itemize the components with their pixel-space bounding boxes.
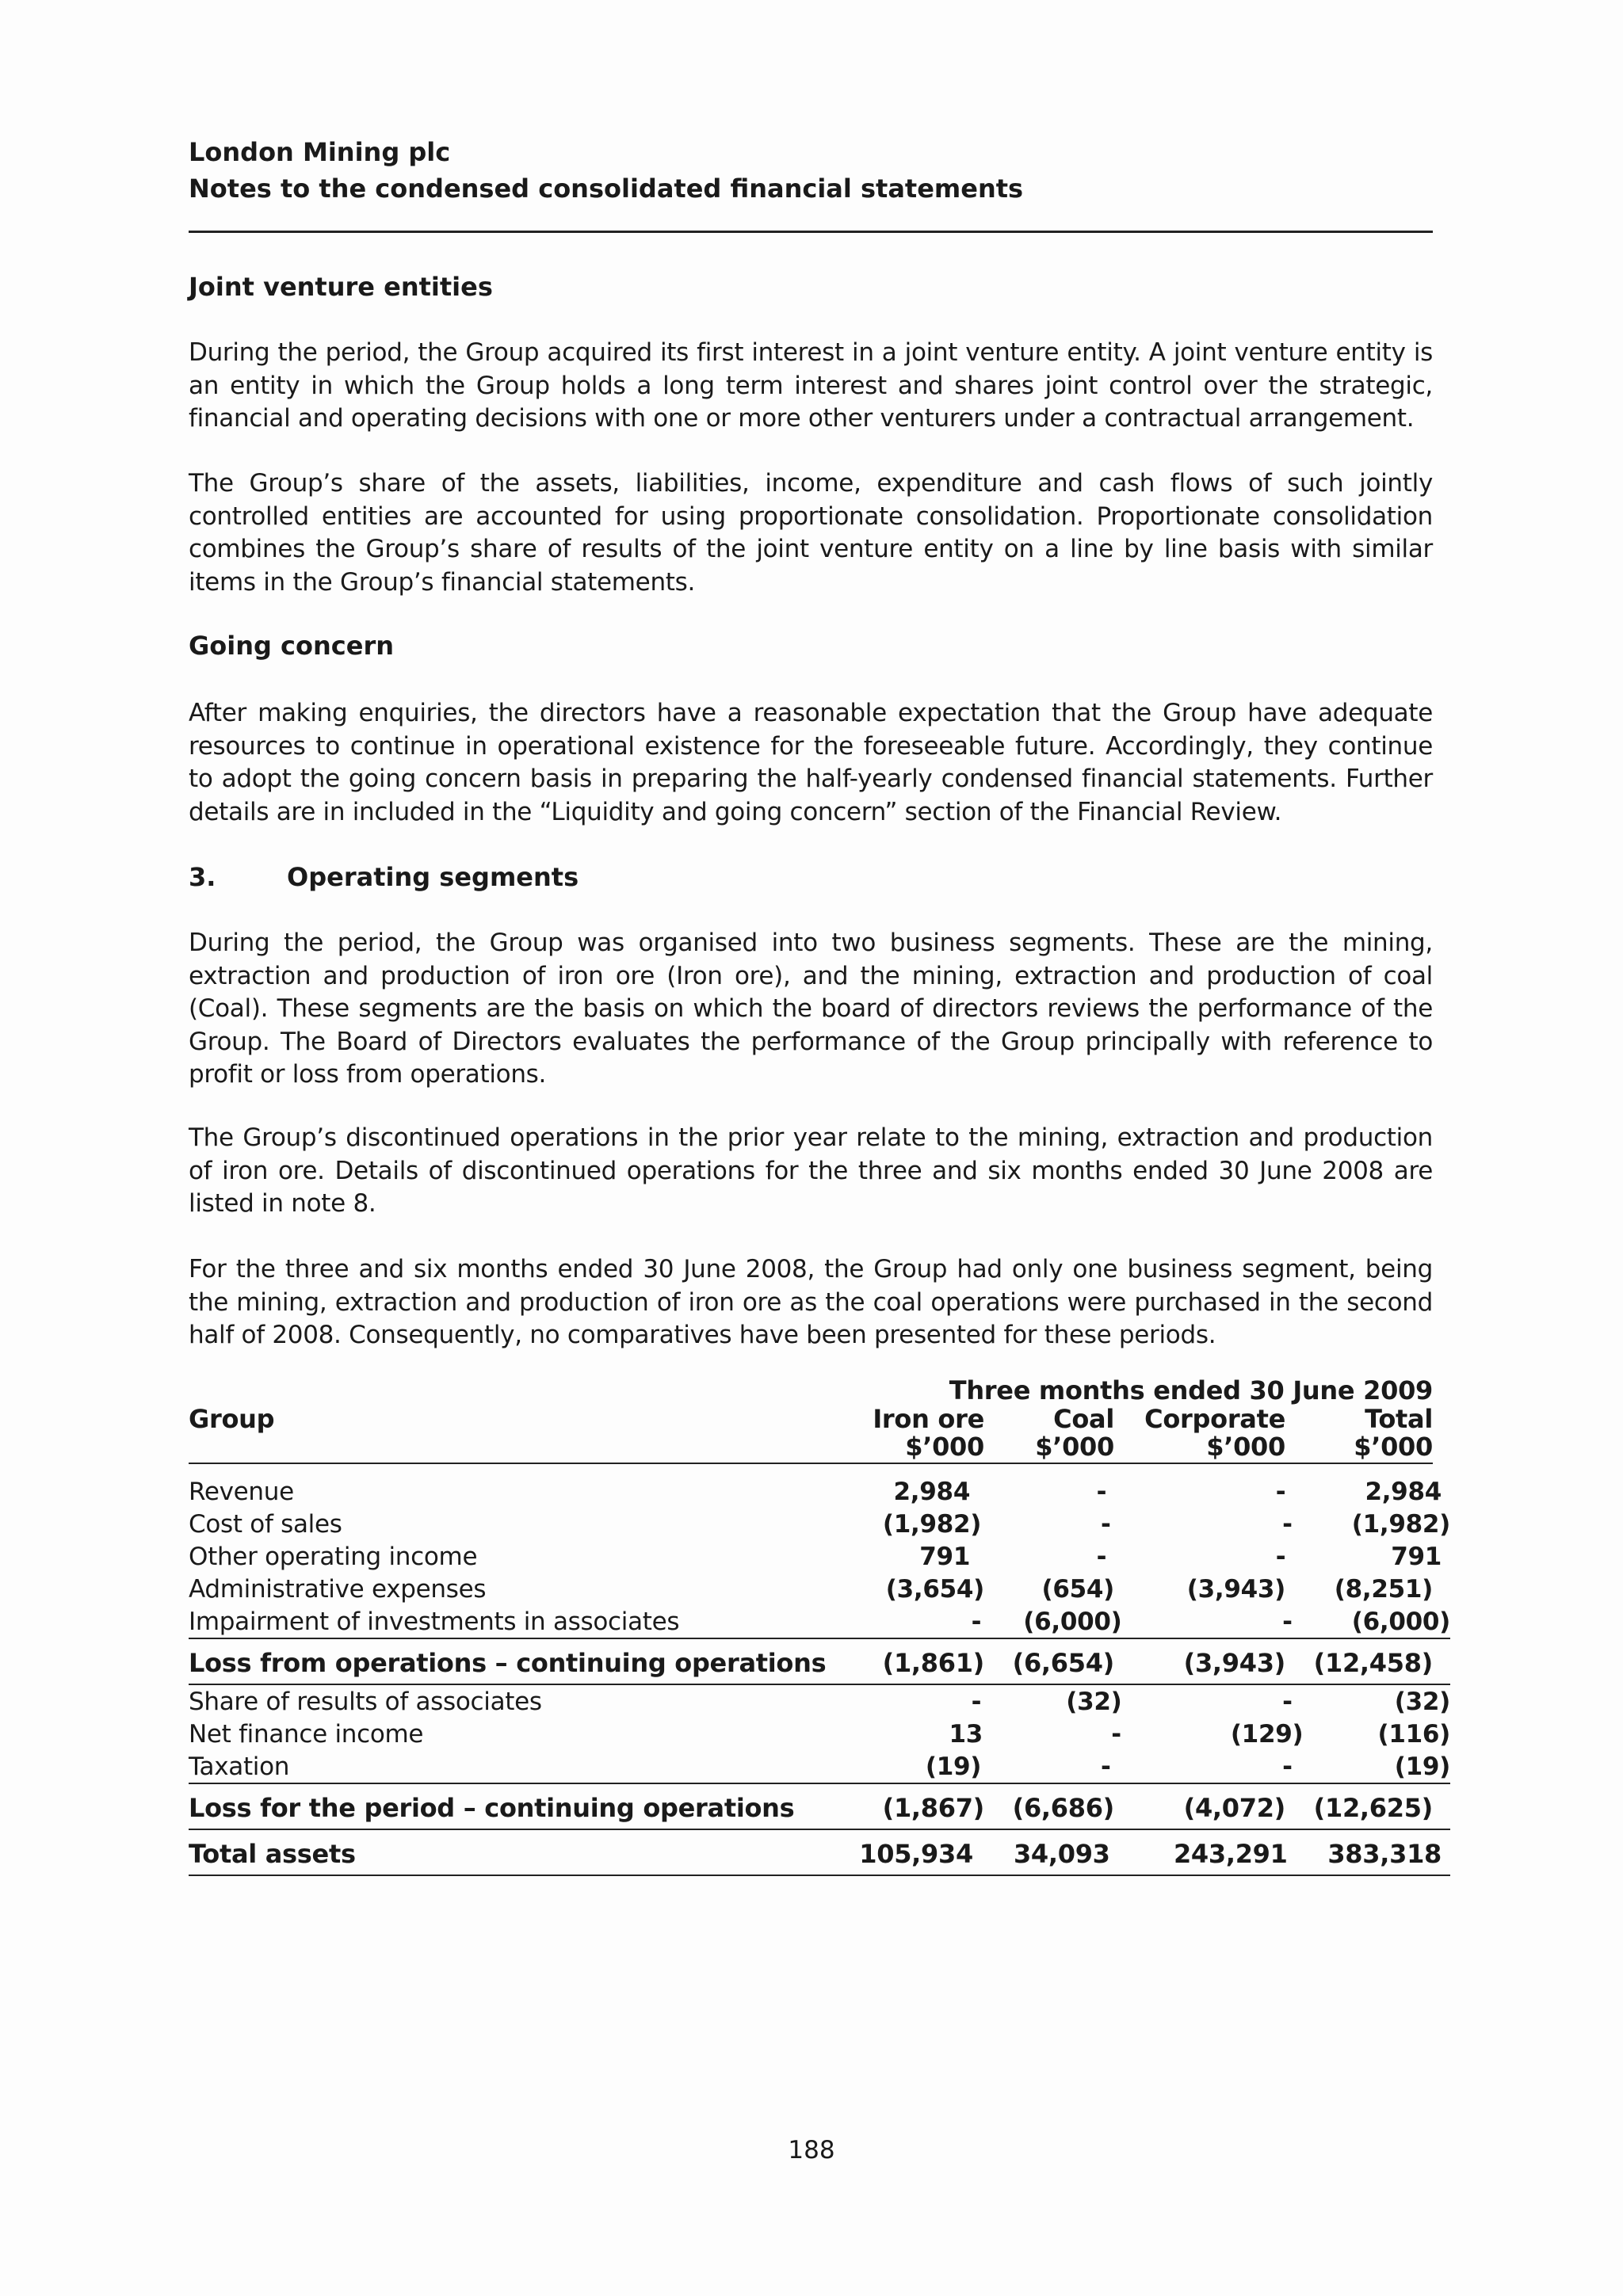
row-label: Loss for the period – continuing operations	[189, 1793, 795, 1823]
cell-iron-ore: 2,984	[893, 1477, 971, 1506]
cell-iron-ore: (3,654)	[885, 1574, 984, 1604]
cell-total: 791	[1391, 1542, 1442, 1571]
cell-total: 383,318	[1327, 1839, 1442, 1869]
cell-total: (32)	[1394, 1687, 1450, 1716]
row-label: Net finance income	[189, 1719, 424, 1749]
table-body	[189, 1475, 1450, 1876]
table-row	[189, 1833, 1450, 1876]
cell-coal: 34,093	[1013, 1839, 1110, 1869]
row-label: Taxation	[189, 1752, 290, 1781]
joint-venture-paragraph-2: The Group’s share of the assets, liabilities, income, expenditure and cash flows of such jointly controlled entities are accounted for using proportionate consolidation. Proportionate consolidation combines the Group’s share of results of the joint venture entity on a line by line basis with similar items in the Group’s financial statements.	[189, 469, 1433, 597]
cell-total: (12,458)	[1313, 1648, 1433, 1678]
row-label: Total assets	[189, 1839, 356, 1869]
table-row	[189, 1685, 1450, 1718]
segments-paragraph-1: During the period, the Group was organised into two business segments. These are the mining, extraction and production of iron ore (Iron ore), and the mining, extraction and production of coal (Coal). These segments are the basis on which the board of directors reviews the performance of the Group. The Board of Directors evaluates the performance of the Group principally with reference to profit or loss from operations.	[189, 929, 1433, 1089]
cell-corporate: -	[1282, 1752, 1293, 1781]
period-label: Three months ended 30 June 2009	[949, 1375, 1433, 1405]
cell-coal: -	[1100, 1752, 1111, 1781]
table-row	[189, 1540, 1450, 1573]
cell-iron-ore: 791	[919, 1542, 971, 1571]
cell-corporate: -	[1275, 1542, 1286, 1571]
header-rule	[189, 231, 1433, 233]
column-unit: $’000	[1206, 1432, 1285, 1462]
cell-total: (12,625)	[1313, 1793, 1433, 1823]
column-unit: $’000	[905, 1432, 984, 1462]
table-row	[189, 1475, 1450, 1508]
row-label: Loss from operations – continuing operations	[189, 1648, 827, 1678]
cell-iron-ore: (1,982)	[882, 1509, 982, 1539]
column-header-iron-ore	[873, 1405, 984, 1461]
cell-iron-ore: 105,934	[859, 1839, 973, 1869]
cell-corporate: -	[1282, 1509, 1293, 1539]
row-label: Impairment of investments in associates	[189, 1607, 680, 1636]
cell-iron-ore: (19)	[925, 1752, 982, 1781]
row-label: Other operating income	[189, 1542, 478, 1571]
row-label: Share of results of associates	[189, 1687, 542, 1716]
document-subtitle: Notes to the condensed consolidated financial statements	[189, 174, 1024, 204]
table-row	[189, 1750, 1450, 1784]
cell-corporate: -	[1282, 1687, 1293, 1716]
column-unit: $’000	[1035, 1432, 1114, 1462]
cell-iron-ore: (1,867)	[882, 1793, 984, 1823]
cell-corporate: (3,943)	[1183, 1648, 1285, 1678]
cell-total: 2,984	[1365, 1477, 1442, 1506]
table-row	[189, 1718, 1450, 1750]
cell-total: (116)	[1377, 1719, 1450, 1749]
column-header-coal	[1035, 1405, 1114, 1461]
cell-corporate: -	[1282, 1607, 1293, 1636]
cell-corporate: (3,943)	[1186, 1574, 1285, 1604]
column-header-corporate	[1144, 1405, 1285, 1461]
table-row	[189, 1605, 1450, 1639]
cell-coal: (32)	[1066, 1687, 1122, 1716]
segments-paragraph-2: The Group’s discontinued operations in the prior year relate to the mining, extraction and production of iron ore. Details of discontinued operations for the three and six months ended 30 June 2008 are listed in note 8.	[189, 1123, 1433, 1218]
column-name: Corporate	[1144, 1404, 1285, 1434]
segment-table	[189, 1377, 1450, 1876]
cell-total: (19)	[1394, 1752, 1450, 1781]
column-unit: $’000	[1354, 1432, 1433, 1462]
cell-coal: (6,686)	[1012, 1793, 1114, 1823]
cell-corporate: (4,072)	[1183, 1793, 1285, 1823]
row-label: Administrative expenses	[189, 1574, 487, 1604]
row-label: Cost of sales	[189, 1509, 342, 1539]
cell-iron-ore: (1,861)	[882, 1648, 984, 1678]
table-row	[189, 1787, 1450, 1830]
cell-total: (1,982)	[1351, 1509, 1450, 1539]
cell-coal: -	[1096, 1542, 1107, 1571]
cell-coal: -	[1111, 1719, 1121, 1749]
column-name: Total	[1365, 1404, 1433, 1434]
column-header-total	[1354, 1405, 1433, 1461]
table-row	[189, 1642, 1450, 1685]
column-name: Iron ore	[873, 1404, 984, 1434]
row-label: Revenue	[189, 1477, 294, 1506]
cell-coal: -	[1096, 1477, 1107, 1506]
section-title: Operating segments	[287, 862, 579, 892]
cell-coal: (6,654)	[1012, 1648, 1114, 1678]
going-concern-heading: Going concern	[189, 631, 395, 661]
group-label: Group	[189, 1404, 275, 1434]
joint-venture-paragraph-1: During the period, the Group acquired its first interest in a joint venture entity. A joint venture entity is an entity in which the Group holds a long term interest and shares joint control over the strategic, financial and operating decisions with one or more other venturers under a contractual arrangement.	[189, 338, 1433, 433]
section-number: 3.	[189, 862, 216, 892]
cell-total: (8,251)	[1334, 1574, 1433, 1604]
going-concern-paragraph: After making enquiries, the directors have a reasonable expectation that the Group have adequate resources to continue in operational existence for the foreseeable future. Accordingly, they continue to adopt the going concern basis in preparing the half-yearly condensed financial statements. Further details are in included in the “Liquidity and going concern” section of the Financial Review.	[189, 699, 1433, 826]
cell-corporate: 243,291	[1173, 1839, 1288, 1869]
table-header	[189, 1377, 1433, 1464]
cell-iron-ore: 13	[949, 1719, 983, 1749]
cell-iron-ore: -	[971, 1687, 982, 1716]
segments-paragraph-3: For the three and six months ended 30 June 2008, the Group had only one business segment, being the mining, extraction and production of iron ore as the coal operations were purchased in the second half of 2008. Consequently, no comparatives have been presented for these periods.	[189, 1255, 1433, 1349]
table-row	[189, 1573, 1450, 1605]
cell-total: (6,000)	[1351, 1607, 1450, 1636]
joint-venture-heading: Joint venture entities	[189, 272, 493, 302]
column-name: Coal	[1053, 1404, 1114, 1434]
company-name: London Mining plc	[189, 137, 451, 167]
cell-iron-ore: -	[971, 1607, 982, 1636]
cell-coal: -	[1100, 1509, 1111, 1539]
cell-coal: (654)	[1041, 1574, 1114, 1604]
cell-coal: (6,000)	[1023, 1607, 1122, 1636]
cell-corporate: -	[1275, 1477, 1286, 1506]
section-heading	[189, 860, 1433, 894]
cell-corporate: (129)	[1230, 1719, 1304, 1749]
page-number: 188	[788, 2136, 835, 2164]
table-row	[189, 1508, 1450, 1540]
